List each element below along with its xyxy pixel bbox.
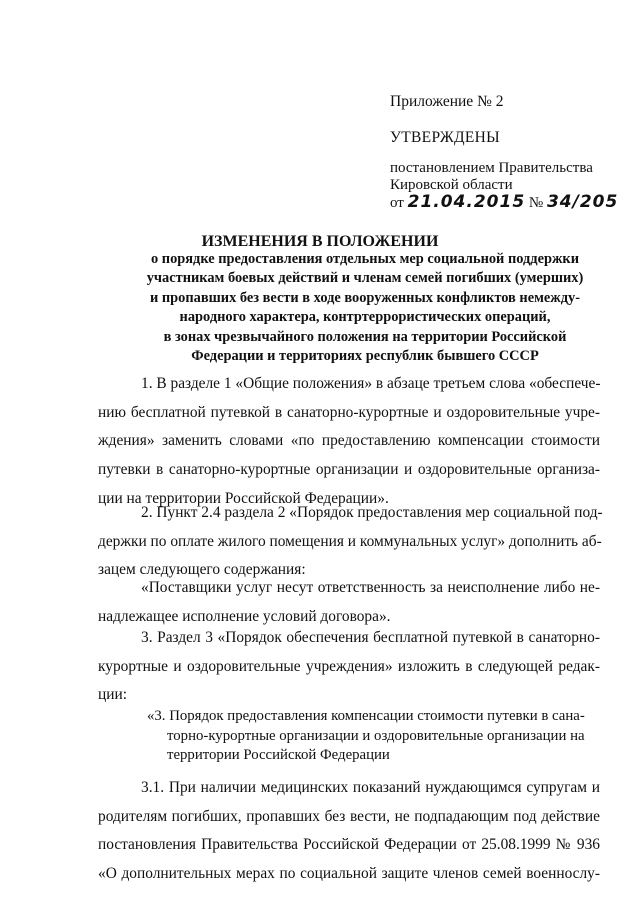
number-prefix: № bbox=[528, 195, 544, 211]
paragraph-2-quote bbox=[98, 574, 600, 631]
text-line: постановления Правительства Российской Федерации от 25.08.1999 № 936 bbox=[98, 836, 600, 854]
subtitle-line: и пропавших без вести в ходе вооруженных конфликтов немежду- bbox=[149, 289, 580, 306]
decree-line-2: Кировской области bbox=[390, 177, 513, 193]
paragraph-2 bbox=[98, 499, 603, 585]
paragraph-3 bbox=[98, 624, 600, 710]
subtitle-line: народного характера, контртеррористических операций, bbox=[179, 309, 551, 326]
paragraph-1 bbox=[98, 370, 600, 513]
text-line: «Поставщики услуг несут ответственность за неисполнение либо не- bbox=[141, 579, 600, 596]
document-title: ИЗМЕНЕНИЯ В ПОЛОЖЕНИИ bbox=[201, 233, 439, 250]
decree-line-1: постановлением Правительства bbox=[390, 160, 593, 176]
text-line: курортные и оздоровительные учреждения» изложить в следующей редак- bbox=[98, 657, 600, 675]
text-line: ждения» заменить словами «по предоставлению компенсации стоимости bbox=[98, 432, 600, 450]
subtitle-line: о порядке предоставления отдельных мер социальной поддержки bbox=[150, 251, 579, 267]
decree-date-line bbox=[390, 194, 618, 212]
text-line: 3.1. При наличии медицинских показаний нуждающимся супругам и bbox=[141, 779, 600, 796]
subtitle-line: участникам боевых действий и членам семей погибших (умерших) bbox=[146, 270, 584, 287]
text-line: путевки в санаторно-курортные организации и оздоровительные организа- bbox=[98, 461, 600, 479]
text-line: «О дополнительных мерах по социальной защите членов семей военнослу- bbox=[98, 865, 600, 883]
subtitle-line: Федерации и территориях республик бывшего СССР bbox=[191, 348, 539, 365]
date-prefix: от bbox=[390, 195, 404, 211]
text-line: ции: bbox=[98, 686, 127, 704]
text-line: 3. Раздел 3 «Порядок обеспечения бесплатной путевкой в санаторно- bbox=[141, 629, 600, 646]
text-line: родителям погибших, пропавших без вести, не подпадающим под действие bbox=[98, 807, 600, 825]
subtitle-line: в зонах чрезвычайного положения на территории Российской bbox=[163, 328, 567, 345]
handwritten-date: 21.04.2015 bbox=[407, 192, 526, 212]
text-line: нию бесплатной путевкой в санаторно-курортные и оздоровительные учре- bbox=[98, 403, 600, 421]
text-line: держки по оплате жилого помещения и коммунальных услуг» дополнить аб- bbox=[98, 532, 602, 550]
decree-reference bbox=[390, 160, 618, 212]
text-line: 2. Пункт 2.4 раздела 2 «Порядок предоставления мер социальной под- bbox=[141, 504, 603, 521]
heading-line: территории Российской Федерации bbox=[167, 747, 390, 763]
text-line: надлежащее исполнение условий договора». bbox=[98, 607, 391, 625]
handwritten-number: 34/205 bbox=[546, 192, 619, 212]
text-line: 1. В разделе 1 «Общие положения» в абзаце третьем слова «обеспече- bbox=[141, 375, 601, 392]
section-3-heading bbox=[147, 707, 597, 766]
text-line: ции на территории Российской Федерации». bbox=[98, 489, 389, 507]
paragraph-3-1 bbox=[98, 774, 600, 889]
text-line: зацем следующего содержания: bbox=[98, 561, 306, 579]
approved-stamp: УТВЕРЖДЕНЫ bbox=[390, 129, 500, 146]
appendix-number: Приложение № 2 bbox=[390, 93, 504, 110]
heading-line: «3. Порядок предоставления компенсации стоимости путевки в сана- bbox=[147, 708, 585, 724]
document-subtitle bbox=[130, 250, 600, 366]
heading-line: торно-курортные организации и оздоровительные организации на bbox=[167, 727, 585, 744]
